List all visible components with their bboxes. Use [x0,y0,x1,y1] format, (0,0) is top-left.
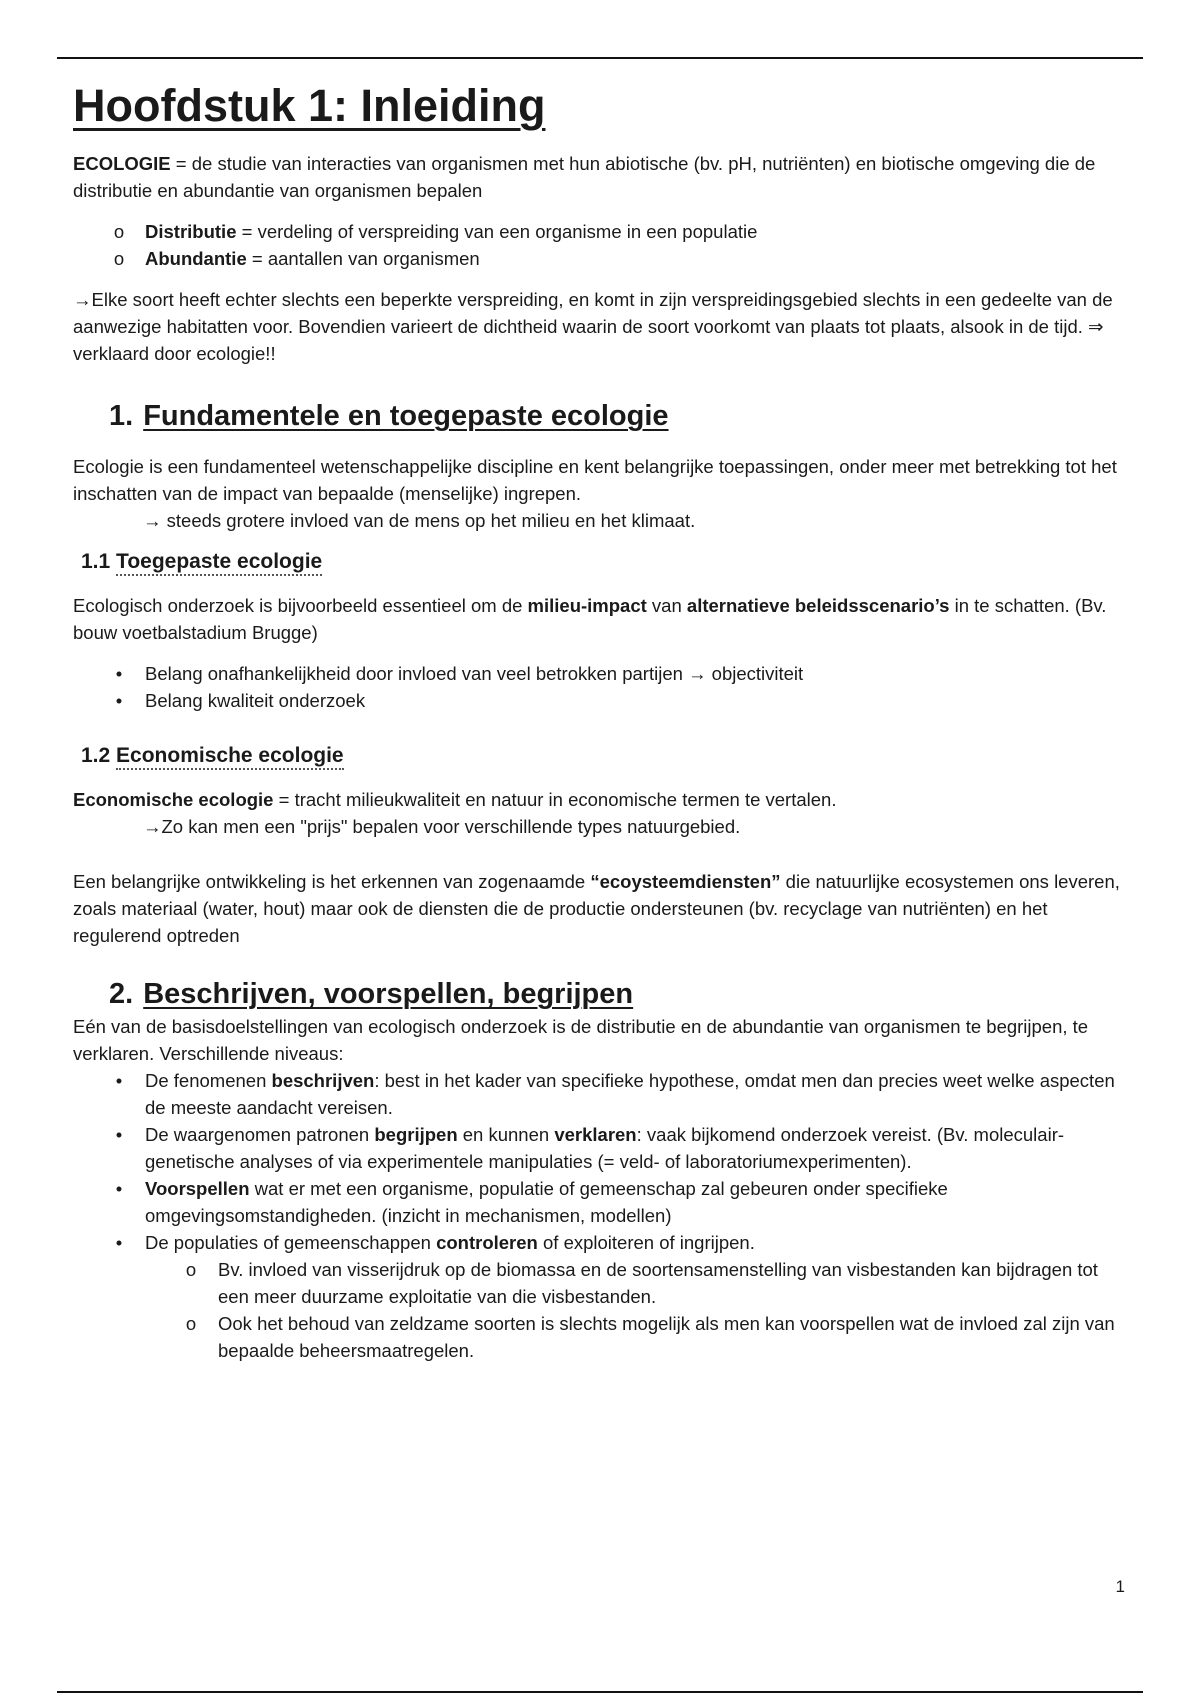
ecologie-definition: ECOLOGIE = de studie van interacties van organismen met hun abiotische (bv. pH, nutriënten) en biotische omgeving die de distributie en abundantie van organismen bepalen [73,153,1096,201]
circle-bullet-icon: o [113,221,125,242]
list-item: • De fenomenen beschrijven: best in het kader van specifieke hypothese, omdat men dan precies weet welke aspecten de meeste aandacht vereisen. [73,1067,1133,1121]
page-number: 1 [1115,1577,1125,1596]
section-2-sublist [73,1256,1133,1364]
list-item: • De waargenomen patronen begrijpen en kunnen verklaren: vaak bijkomend onderzoek vereist. (Bv. moleculair-genetische analyses of via experimentele manipulaties (= veld- of laboratoriumexperimenten). [73,1121,1133,1175]
section-2-heading: 2. Beschrijven, voorspellen, begrijpen [109,978,634,1010]
list-item: o Distributie = verdeling of verspreiding van een organisme in een populatie [73,218,1133,245]
section-2-paragraph: Eén van de basisdoelstellingen van ecologisch onderzoek is de distributie en de abundantie van organismen te begrijpen, te verklaren. Verschillende niveaus: [73,1016,1089,1064]
list-item: • Voorspellen wat er met een organisme, populatie of gemeenschap zal gebeuren onder specifieke omgevingsomstandigheden. (inzicht in mechanismen, modellen) [73,1175,1133,1229]
intro-list [73,218,1133,272]
list-item: o Bv. invloed van visserijdruk op de biomassa en de soortensamenstelling van visbestanden kan bijdragen tot een meer duurzame exploitatie van die visbestanden. [73,1256,1133,1310]
section-1-paragraph: Ecologie is een fundamenteel wetenschappelijke discipline en kent belangrijke toepassingen, onder meer met betrekking tot het inschatten van de impact van bepaalde (menselijke) ingrepen. [73,456,1117,504]
bullet-icon: • [115,1070,123,1091]
bottom-rule [57,1691,1143,1693]
economische-ecologie-arrow-note: →Zo kan men een "prijs" bepalen voor verschillende types natuurgebied. [143,816,741,837]
circle-bullet-icon: o [185,1259,197,1280]
list-item: • De populaties of gemeenschappen controleren of exploiteren of ingrijpen. [73,1229,1133,1256]
ecosysteemdiensten-paragraph: Een belangrijke ontwikkeling is het erkennen van zogenaamde “ecoysteemdiensten” die natuurlijke ecosystemen ons leveren, zoals materiaal (water, hout) maar ook de diensten die de productie ondersteunen (bv. recyclage van nutriënten) en het regulerend optreden [73,871,1120,946]
circle-bullet-icon: o [185,1313,197,1334]
subsection-1-1-paragraph: Ecologisch onderzoek is bijvoorbeeld essentieel om de milieu-impact van alternatieve beleidsscenario’s in te schatten. (Bv. bouw voetbalstadium Brugge) [73,595,1107,643]
section-1-heading: 1. Fundamentele en toegepaste ecologie [109,400,669,432]
economische-ecologie-definition: Economische ecologie = tracht milieukwaliteit en natuur in economische termen te vertalen. [73,789,837,810]
subsection-1-2-heading: 1.2 Economische ecologie [81,742,1133,770]
list-item: • Belang kwaliteit onderzoek [73,687,1133,714]
bullet-icon: • [115,1232,123,1253]
circle-bullet-icon: o [113,248,125,269]
subsection-1-1-heading: 1.1 Toegepaste ecologie [81,548,1133,576]
chapter-title: Hoofdstuk 1: Inleiding [73,80,546,131]
bullet-icon: • [115,663,123,684]
list-item: o Abundantie = aantallen van organismen [73,245,1133,272]
bullet-icon: • [115,1178,123,1199]
intro-note: →Elke soort heeft echter slechts een beperkte verspreiding, en komt in zijn verspreidingsgebied slechts in een gedeelte van de aanwezige habitatten voor. Bovendien varieert de dichtheid waarin de soort voorkomt van plaats tot plaats, alsook in de tijd. ⇒ verklaard door ecologie!! [73,289,1113,364]
section-2-list [73,1067,1133,1256]
bullet-icon: • [115,690,123,711]
bullet-icon: • [115,1124,123,1145]
section-1-arrow-note: → steeds grotere invloed van de mens op het milieu en het klimaat. [143,510,696,531]
document-body [73,78,1133,1378]
list-item: o Ook het behoud van zeldzame soorten is slechts mogelijk als men kan voorspellen wat de invloed zal zijn van bepaalde beheersmaatregelen. [73,1310,1133,1364]
list-item: • Belang onafhankelijkheid door invloed van veel betrokken partijen → objectiviteit [73,660,1133,687]
top-rule [57,57,1143,59]
subsection-1-1-list [73,660,1133,714]
ecologie-term: ECOLOGIE [73,153,171,174]
